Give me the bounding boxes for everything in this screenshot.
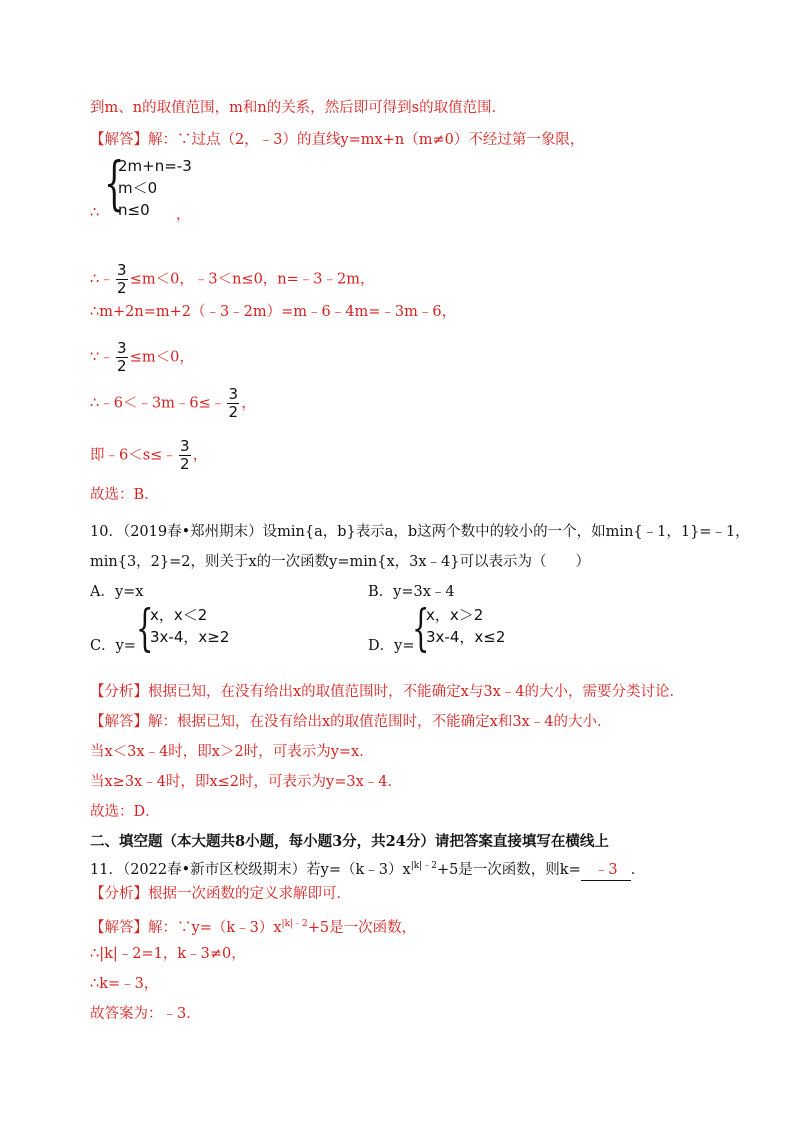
option-c-label: C．y= xyxy=(90,638,136,654)
solution-line-ranges-mn xyxy=(90,262,375,297)
exponent: |k|﹣2 xyxy=(281,919,308,929)
text-segment: ． xyxy=(630,861,646,878)
system-prefix: ∴ xyxy=(90,205,100,221)
q11-analysis xyxy=(90,884,351,904)
text-segment: +5是一次函数， xyxy=(307,919,417,936)
answer-tag: 【解答】 xyxy=(90,919,148,936)
q10-analysis xyxy=(90,682,684,702)
answer-blank: ﹣3 xyxy=(581,860,631,881)
piecewise-row: 3x-4，x≥2 xyxy=(150,628,230,646)
fraction-three-halves: $\frac{3}{2}$ xyxy=(228,385,239,421)
option-d-label: D．y= xyxy=(368,638,415,654)
system-row: n≤0 xyxy=(118,201,150,219)
text-segment: 即﹣6＜s≤﹣ xyxy=(90,447,177,464)
option-a: A．y=x xyxy=(90,584,144,600)
system-row: 2m+n=-3 xyxy=(118,157,192,175)
option-d-piecewise xyxy=(412,599,532,657)
inequality-system-1 xyxy=(104,149,192,225)
solution-line-bound xyxy=(90,386,256,421)
q10-case2: 当x≥3x﹣4时，即x≤2时，可表示为y=3x﹣4． xyxy=(90,774,402,790)
analysis-tag: 【分析】 xyxy=(90,886,148,902)
fraction-three-halves: $\frac{3}{2}$ xyxy=(180,437,190,473)
q11-step2: ∴k=﹣3， xyxy=(90,976,159,992)
fraction-three-halves: $\frac{3}{2}$ xyxy=(116,339,127,375)
solution-line-expression: ∴m+2n=m+2（﹣3﹣2m）=m﹣6﹣4m=﹣3m﹣6， xyxy=(90,304,457,320)
piecewise-row: x，x＞2 xyxy=(426,606,484,624)
left-brace: { xyxy=(104,149,125,217)
analysis-tag: 【分析】 xyxy=(90,684,148,700)
solution-line-s-range xyxy=(90,438,207,473)
text-segment: ， xyxy=(192,447,208,464)
text-segment: ≤m＜0，﹣3＜n≤0，n=﹣3﹣2m， xyxy=(129,271,375,288)
choice-line: 故选：B． xyxy=(90,487,159,503)
fraction-three-halves: $\frac{3}{2}$ xyxy=(116,261,127,297)
system-suffix: ， xyxy=(176,207,191,223)
q11-stem xyxy=(90,856,645,881)
text-segment: ， xyxy=(241,395,256,412)
answer-tag: 【解答】 xyxy=(90,714,148,730)
q11-step1: ∴|k|﹣2=1，k﹣3≠0， xyxy=(90,946,246,962)
q11-answer xyxy=(90,914,416,938)
text-segment: +5是一次函数，则k= xyxy=(436,861,581,878)
section-heading: 二、填空题（本大题共8小题，每小题3分，共24分）请把答案直接填写在横线上 xyxy=(90,833,609,850)
solution-line-m-range xyxy=(90,340,194,375)
text-segment: 解：∵y=（k﹣3）x xyxy=(148,919,282,936)
piecewise-row: 3x-4，x≤2 xyxy=(426,628,506,646)
text-segment: ∵﹣ xyxy=(90,349,114,366)
exponent: |k|﹣2 xyxy=(410,861,437,871)
piecewise-row: x，x＜2 xyxy=(150,606,208,624)
answer-text: 解：根据已知，在没有给出x的取值范围时，不能确定x和3x﹣4的大小． xyxy=(148,714,612,730)
text-segment: 11．（2022春•新市区校级期末）若y=（k﹣3）x xyxy=(90,861,411,878)
q10-choice: 故选：D． xyxy=(90,804,160,820)
option-c-piecewise xyxy=(136,599,256,657)
solution-text: 解：∵过点（2，﹣3）的直线y=mx+n（m≠0）不经过第一象限， xyxy=(148,132,585,148)
solution-line-given xyxy=(90,130,584,150)
solution-line-ranges: 到m、n的取值范围，m和n的关系，然后即可得到s的取值范围． xyxy=(90,100,507,116)
q10-stem-line2: min{3，2}=2，则关于x的一次函数y=min{x，3x﹣4}可以表示为（ ） xyxy=(90,554,591,570)
option-b: B．y=3x﹣4 xyxy=(368,584,455,600)
left-brace: { xyxy=(136,599,154,657)
left-brace: { xyxy=(412,599,430,657)
q11-final: 故答案为：﹣3． xyxy=(90,1006,201,1022)
text-segment: ∴﹣ xyxy=(90,271,114,288)
q10-case1: 当x＜3x﹣4时，即x＞2时，可表示为y=x． xyxy=(90,744,374,760)
text-segment: ≤m＜0， xyxy=(129,349,194,366)
text-segment: ∴﹣6＜﹣3m﹣6≤﹣ xyxy=(90,395,226,412)
answer-tag: 【解答】 xyxy=(90,132,148,148)
q10-stem-line1: 10．（2019春•郑州期末）设min{a，b}表示a，b这两个数中的较小的一个，如min{﹣1，1}=﹣1， xyxy=(90,524,750,540)
system-row: m＜0 xyxy=(118,179,158,197)
analysis-text: 根据已知，在没有给出x的取值范围时，不能确定x与3x﹣4的大小，需要分类讨论． xyxy=(148,684,684,700)
q10-answer xyxy=(90,712,611,732)
analysis-text: 根据一次函数的定义求解即可． xyxy=(148,886,351,902)
